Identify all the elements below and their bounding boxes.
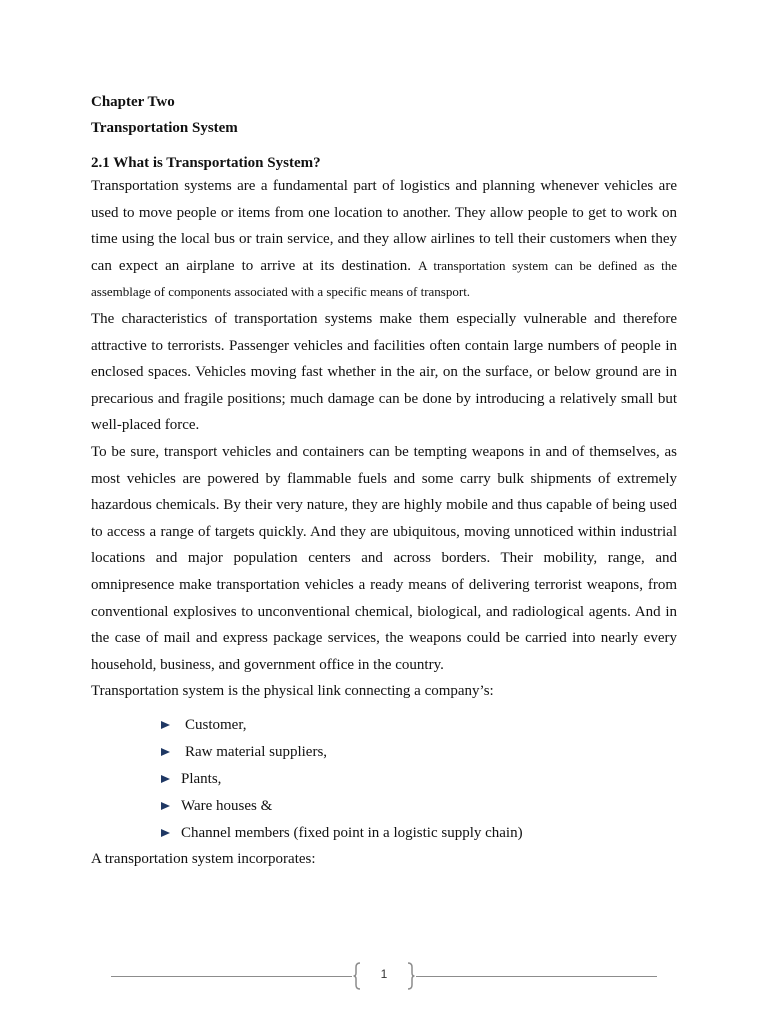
section-heading: 2.1 What is Transportation System? (91, 155, 321, 171)
paragraph-physical-link: Transportation system is the physical link connecting a company’s: (91, 683, 494, 700)
document-page (91, 92, 677, 873)
bullet-arrow-icon (161, 721, 170, 729)
paragraph-weapons: To be sure, transport vehicles and containers can be tempting weapons in and of themselves, as most vehicles are powered by flammable fuels and some carry bulk shipments of extremely hazardous chemicals. By their very nature, they are highly mobile and thus capable of being used to access a range of targets quickly. And they are ubiquitous, moving unnoticed within industrial locations and major population centers and across borders. Their mobility, range, and omnipresence make transportation vehicles a ready means of delivering terrorist weapons, from conventional explosives to unconventional chemical, biological, and radiological agents. And in the case of mail and express package services, the weapons could be carried into nearly every household, business, and government office in the country. (91, 443, 677, 673)
paragraph-vulnerability: The characteristics of transportation systems make them especially vulnerable and therefore attractive to terrorists. Passenger vehicles and facilities often contain large numbers of people in enclosed spaces. Vehicles moving fast whether in the air, on the surface, or below ground are in precarious and fragile positions; much damage can be done by introducing a relatively small but well-placed force. (91, 310, 677, 434)
list-item-text: Raw material suppliers, (185, 743, 328, 760)
list-item (161, 739, 677, 766)
bullet-arrow-icon (161, 802, 170, 810)
paragraph-intro-definition: A transportation system can be defined as the assemblage of components associated with a specific means of transport. (91, 257, 677, 300)
page-footer (111, 962, 657, 992)
paragraph-incorporates: A transportation system incorporates: (91, 851, 316, 868)
bullet-arrow-icon (161, 775, 170, 783)
list-item-text: Plants, (181, 770, 222, 787)
list-item-text: Ware houses & (181, 797, 273, 814)
paragraph-intro-main: Transportation systems are a fundamental part of logistics and planning whenever vehicles are used to move people or items from one location to another. They allow people to get to work on time using the local bus or train service, and they allow airlines to tell their customers when they can expect an airplane to arrive at its destination. (91, 178, 677, 274)
list-item-text: Customer, (185, 716, 247, 733)
bullet-list (91, 712, 677, 847)
list-item (161, 793, 677, 820)
page-number: 1 (380, 967, 388, 981)
bullet-arrow-icon (161, 748, 170, 756)
left-brace-icon (353, 962, 361, 990)
footer-rule-right (416, 976, 657, 977)
right-brace-icon (407, 962, 415, 990)
footer-rule-left (111, 976, 352, 977)
list-item (161, 712, 677, 739)
bullet-arrow-icon (161, 829, 170, 837)
list-item-text: Channel members (fixed point in a logistic supply chain) (181, 824, 523, 841)
paragraph-intro (91, 173, 677, 306)
list-item (161, 820, 677, 847)
chapter-title: Transportation System (91, 120, 238, 136)
list-item (161, 766, 677, 793)
chapter-heading: Chapter Two (91, 94, 175, 110)
